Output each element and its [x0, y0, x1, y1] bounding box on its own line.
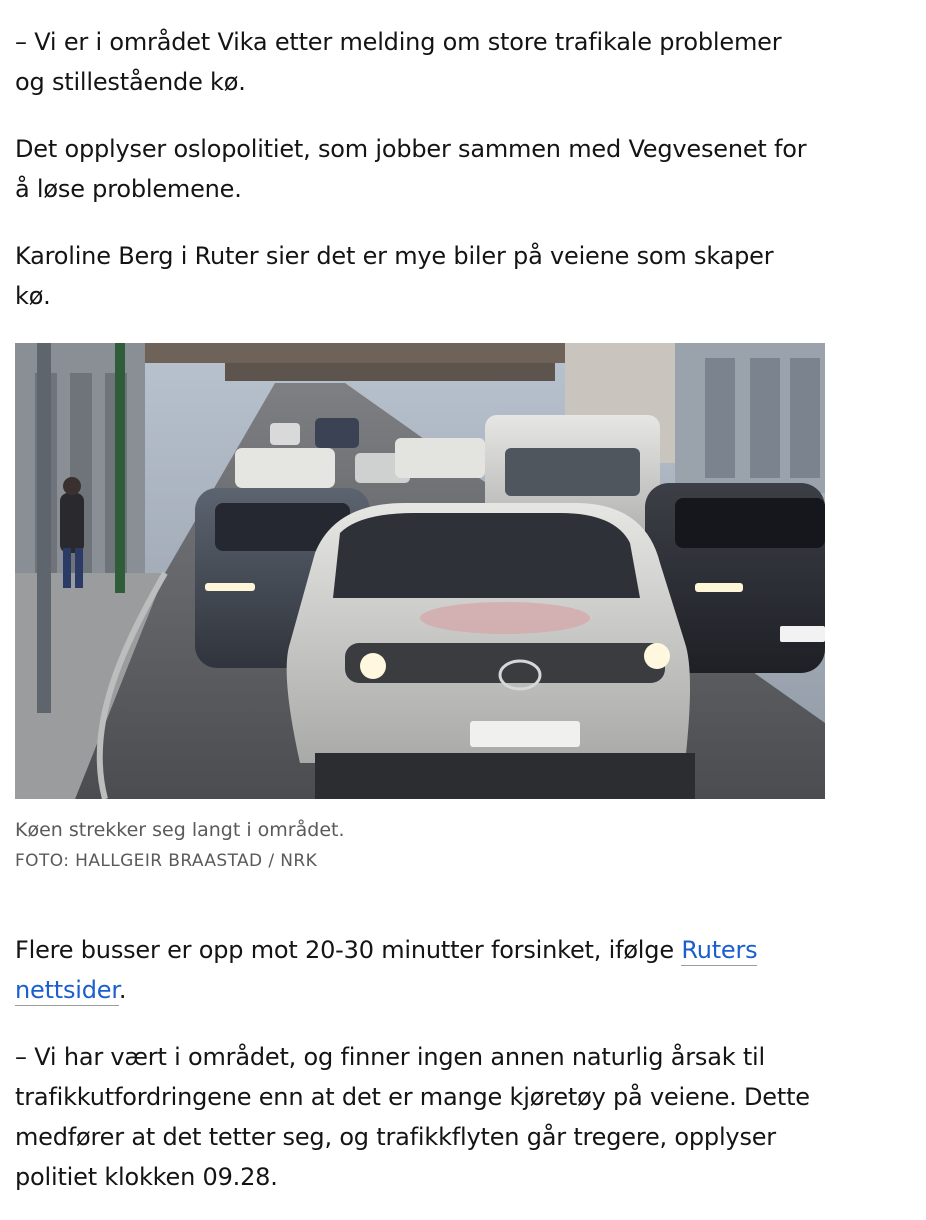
figure-caption: Køen strekker seg langt i området. — [15, 819, 345, 841]
traffic-photo-illustration — [15, 343, 825, 799]
paragraph-text: . — [118, 976, 127, 1004]
traffic-photo[interactable] — [15, 343, 825, 799]
ruters-nettsider-link[interactable]: Ruters nettsider — [15, 936, 758, 1004]
article-figure — [15, 343, 825, 874]
article-paragraph — [15, 930, 815, 1010]
article-paragraph: Det opplyser oslopolitiet, som jobber sammen med Vegvesenet for å løse problemene. — [15, 135, 807, 203]
article-paragraph: – Vi er i området Vika etter melding om store trafikale problemer og stillestående kø. — [15, 28, 782, 96]
paragraph-text: Flere busser er opp mot 20-30 minutter forsinket, ifølge — [15, 936, 682, 964]
article-paragraph: – Vi har vært i området, og finner ingen annen naturlig årsak til trafikkutfordringene enn at det er mange kjøretøy på veiene. Dette medfører at det tetter seg, og trafikkflyten går tregere, opplyser politiet klokken 09.28. — [15, 1043, 810, 1191]
photo-credit: FOTO: HALLGEIR BRAASTAD / NRK — [15, 851, 318, 871]
article-paragraph: Karoline Berg i Ruter sier det er mye biler på veiene som skaper kø. — [15, 242, 774, 310]
